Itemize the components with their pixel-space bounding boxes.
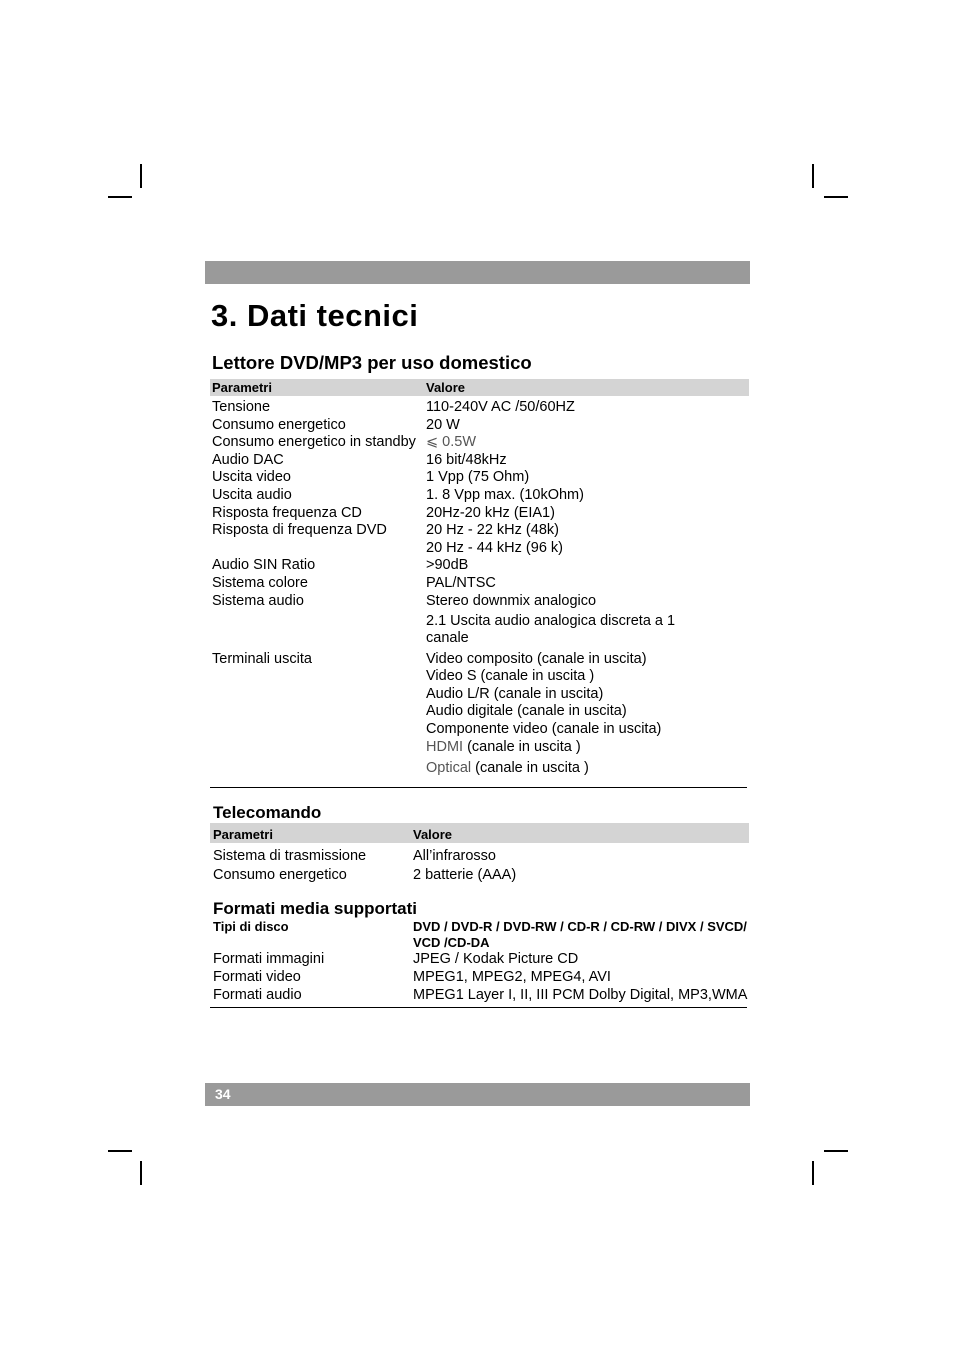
param-cell: Sistema colore [212, 574, 308, 591]
table-row [212, 760, 742, 778]
param-cell: Sistema di trasmissione [213, 848, 367, 864]
param-cell: Sistema audio [212, 592, 304, 609]
param-cell: Uscita audio [212, 486, 292, 503]
param-cell: Terminali uscita [212, 650, 312, 667]
table-row [212, 668, 742, 686]
table-row [212, 557, 742, 575]
param-cell: Audio SIN Ratio [212, 557, 316, 574]
table-row [212, 452, 742, 470]
param-cell: Audio DAC [212, 451, 284, 468]
header-param: Parametri [212, 380, 272, 395]
crop-mark [108, 1150, 132, 1152]
table-row [212, 721, 742, 740]
optical-label: Optical [426, 759, 472, 776]
value-cell: ⩽ 0.5W [426, 434, 477, 451]
table-row [213, 847, 743, 866]
param-cell: Uscita video [212, 469, 291, 486]
value-cell: >90dB [426, 557, 469, 574]
table-header-remote [210, 823, 749, 843]
table-media [213, 919, 753, 1005]
table-row [213, 951, 753, 969]
disc-types-line2: VCD /CD-DA [413, 935, 490, 950]
param-cell: Consumo energetico in standby [212, 434, 416, 451]
table-row [213, 919, 753, 951]
value-cell: PAL/NTSC [426, 574, 496, 591]
table-row [212, 575, 742, 593]
header-value: Valore [426, 380, 466, 395]
param-cell: Consumo energetico [212, 416, 346, 433]
param-cell: Formati audio [213, 987, 302, 1003]
section-divider [210, 1007, 747, 1008]
value-cell: Componente video (canale in uscita) [426, 720, 662, 737]
value-cell: Video composito (canale in uscita) [426, 650, 647, 667]
table-row [212, 613, 742, 630]
value-cell: 1 Vpp (75 Ohm) [426, 469, 530, 486]
table-row [212, 505, 742, 523]
value-cell: 20Hz-20 kHz (EIA1) [426, 504, 555, 521]
param-cell: Risposta di frequenza DVD [212, 522, 387, 539]
section-title-remote: Telecomando [213, 803, 322, 822]
value-cell: MPEG1, MPEG2, MPEG4, AVI [413, 969, 611, 985]
table-row [212, 434, 742, 452]
table-row [212, 522, 742, 540]
table-row [212, 739, 742, 760]
param-cell: Formati immagini [213, 951, 325, 967]
value-cell: JPEG / Kodak Picture CD [413, 951, 579, 967]
table-row [212, 469, 742, 487]
crop-mark [824, 1150, 848, 1152]
crop-mark [824, 196, 848, 198]
table-row [212, 399, 742, 417]
disc-types-line1: DVD / DVD-R / DVD-RW / CD-R / CD-RW / DIVX / SVCD/ [413, 919, 747, 934]
value-cell: 20 Hz - 44 kHz (96 k) [426, 539, 563, 556]
value-cell: Audio L/R (canale in uscita) [426, 685, 604, 702]
table-row [212, 487, 742, 505]
value-cell: Stereo downmix analogico [426, 592, 597, 609]
table-row [212, 651, 742, 669]
value-cell: canale [426, 630, 469, 647]
value-cell: 2 batterie (AAA) [413, 867, 517, 883]
optical-desc: (canale in uscita ) [471, 759, 589, 776]
section-title-dvd: Lettore DVD/MP3 per uso domestico [212, 352, 532, 373]
value-cell: 2.1 Uscita audio analogica discreta a 1 [426, 613, 676, 630]
table-header-dvd [210, 379, 749, 396]
value-cell: 16 bit/48kHz [426, 451, 507, 468]
page-number: 34 [215, 1086, 231, 1102]
param-cell: Risposta frequenza CD [212, 504, 362, 521]
value-cell: 110-240V AC /50/60HZ [426, 399, 575, 415]
table-row [212, 686, 742, 704]
table-row [213, 987, 753, 1005]
section-divider [210, 787, 747, 788]
hdmi-label: HDMI [426, 739, 464, 756]
table-row [212, 417, 742, 435]
value-cell: 1. 8 Vpp max. (10kOhm) [426, 486, 584, 503]
value-cell: Video S (canale in uscita ) [426, 668, 595, 685]
param-cell: Consumo energetico [213, 867, 347, 883]
value-cell [426, 739, 581, 757]
value-cell: Audio digitale (canale in uscita) [426, 703, 627, 720]
value-cell: 20 W [426, 416, 460, 433]
value-cell: All’infrarosso [413, 848, 496, 864]
table-row [212, 630, 742, 651]
table-row [213, 866, 743, 885]
crop-mark [140, 164, 142, 188]
param-cell: Tensione [212, 399, 271, 415]
header-value: Valore [413, 827, 453, 842]
value-cell: 20 Hz - 22 kHz (48k) [426, 522, 559, 539]
crop-mark [812, 164, 814, 188]
table-dvd [212, 399, 742, 777]
crop-mark [140, 1161, 142, 1185]
section-title-media: Formati media supportati [213, 899, 418, 918]
param-cell: Tipi di disco [213, 919, 289, 934]
table-row [212, 593, 742, 614]
header-param: Parametri [213, 827, 273, 842]
param-cell: Formati video [213, 969, 301, 985]
table-row [213, 969, 753, 987]
table-row [212, 703, 742, 721]
crop-mark [812, 1161, 814, 1185]
hdmi-desc: (canale in uscita ) [463, 739, 581, 756]
value-cell [413, 919, 747, 951]
chapter-title: 3. Dati tecnici [211, 298, 419, 333]
footer-bar [205, 1083, 750, 1106]
crop-mark [108, 196, 132, 198]
value-cell: MPEG1 Layer I, II, III PCM Dolby Digital, MP3,WMA [413, 987, 748, 1003]
table-row [212, 540, 742, 558]
header-bar [205, 261, 750, 284]
value-cell [426, 760, 589, 778]
table-remote [213, 847, 743, 885]
